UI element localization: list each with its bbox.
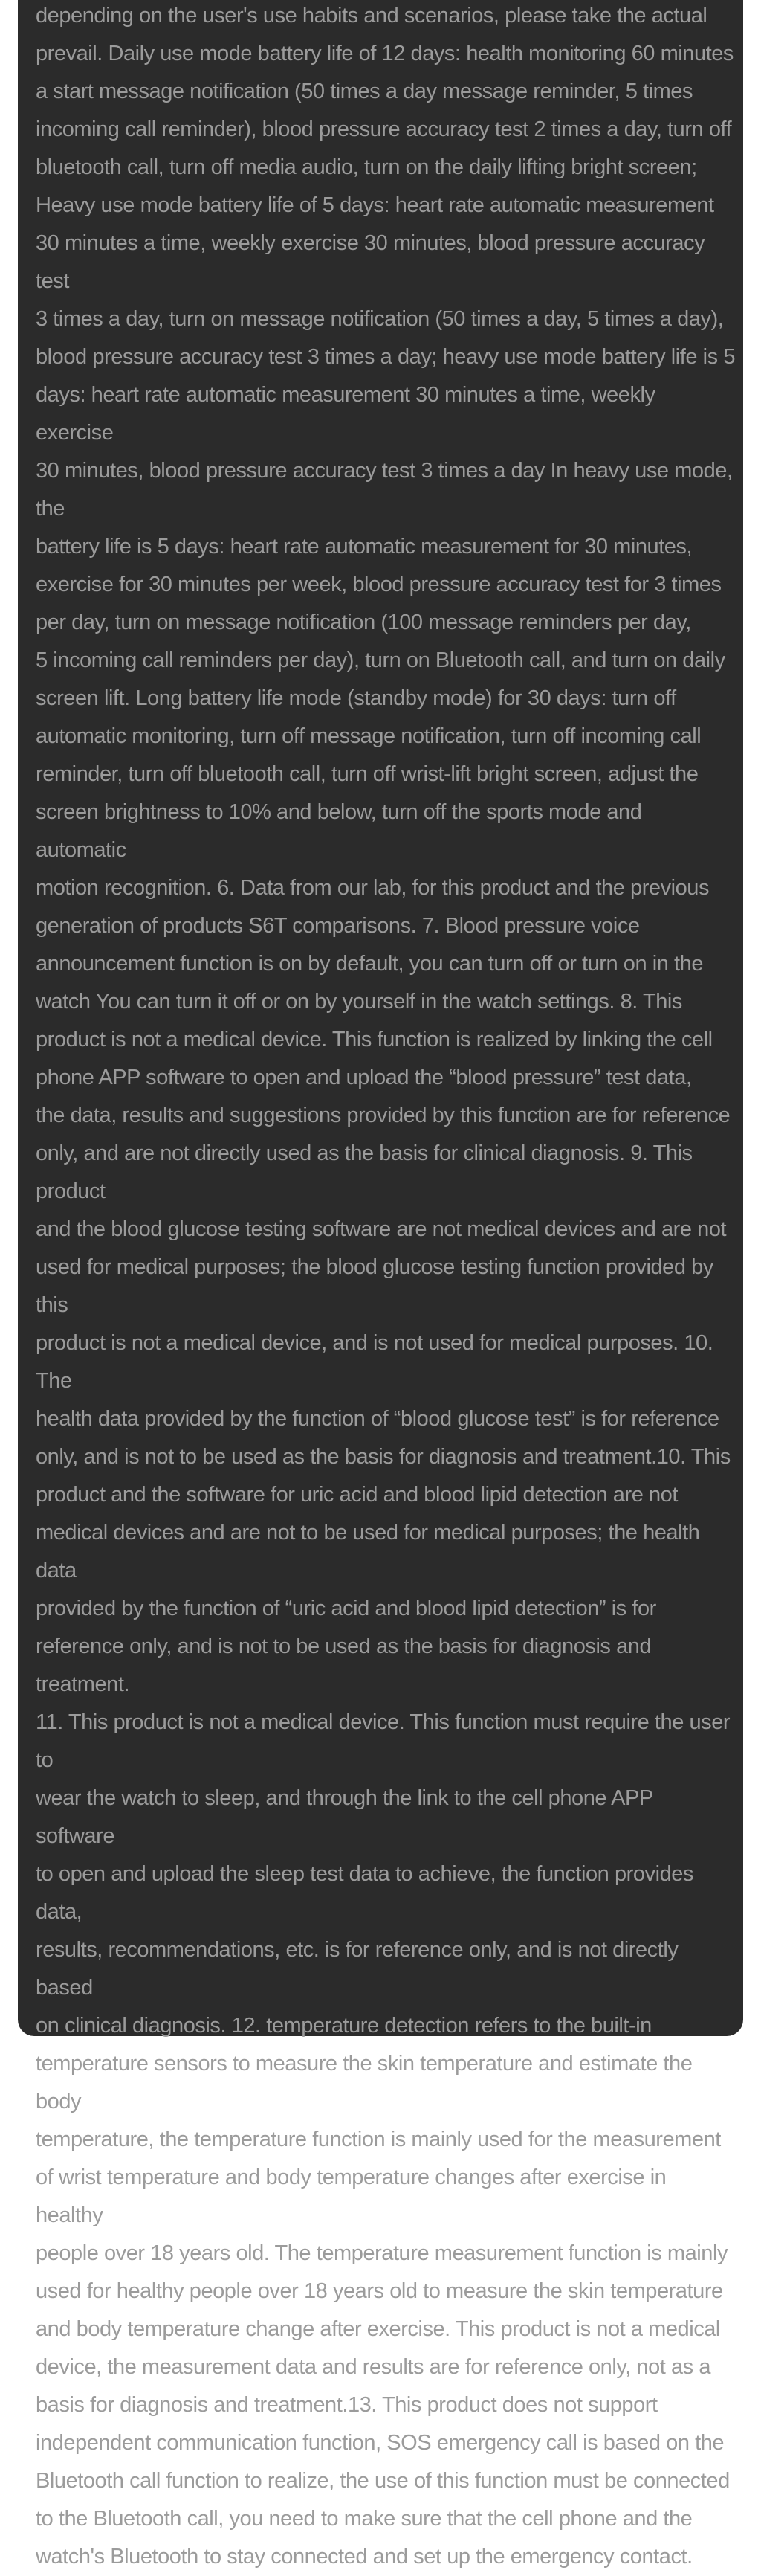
notes-panel xyxy=(18,0,743,2569)
notes-body-text: depending on the user's use habits and scenarios, please take the actual prevail. Daily use mode battery life of 12 days: health monitoring 60 minutes a start message notification (50 times a day message reminder, 5 times incoming call reminder), blood pressure accuracy test 2 times a day, turn off bluetooth call, turn off media audio, turn on the daily lifting bright screen; Heavy use mode battery life of 5 days: heart rate automatic measurement 30 minutes a time, weekly exercise 30 minutes, blood pressure accuracy test 3 times a day, turn on message notification (50 times a day, 5 times a day), blood pressure accuracy test 3 times a day; heavy use mode battery life is 5 days: heart rate automatic measurement 30 minutes a time, weekly exercise 30 minutes, blood pressure accuracy test 3 times a day In heavy use mode, the battery life is 5 days: heart rate automatic measurement for 30 minutes, exercise for 30 minutes per week, blood pressure accuracy test for 3 times per day, turn on message notification (100 message reminders per day, 5 incoming call reminders per day), turn on Bluetooth call, and turn on daily screen lift. Long battery life mode (standby mode) for 30 days: turn off automatic monitoring, turn off message notification, turn off incoming call reminder, turn off bluetooth call, turn off wrist-lift bright screen, adjust the screen brightness to 10% and below, turn off the sports mode and automatic motion recognition. 6. Data from our lab, for this product and the previous generation of products S6T comparisons. 7. Blood pressure voice announcement function is on by default, you can turn off or turn on in the watch You can turn it off or on by yourself in the watch settings. 8. This product is not a medical device. This function is realized by linking the cell phone APP software to open and upload the “blood pressure” test data, the data, results and suggestions provided by this function are for reference only, and are not directly used as the basis for clinical diagnosis. 9. This product and the blood glucose testing software are not medical devices and are not used for medical purposes; the blood glucose testing function provided by this product is not a medical device, and is not used for medical purposes. 10. The health data provided by the function of “blood glucose test” is for reference only, and is not to be used as the basis for diagnosis and treatment.10. This product and the software for uric acid and blood lipid detection are not medical devices and are not to be used for medical purposes; the health data provided by the function of “uric acid and blood lipid detection” is for reference only, and is not to be used as the basis for diagnosis and treatment. 11. This product is not a medical device. This function must require the user to wear the watch to sleep, and through the link to the cell phone APP software to open and upload the sleep test data to achieve, the function provides data, results, recommendations, etc. is for reference only, and is not directly based on clinical diagnosis. 12. temperature detection refers to the built-in temperature sensors to measure the skin temperature and estimate the body temperature, the temperature function is mainly used for the measurement of wrist temperature and body temperature changes after exercise in healthy people over 18 years old. The temperature measurement function is mainly used for healthy people over 18 years old to measure the skin temperature and body temperature change after exercise. This product is not a medical device, the measurement data and results are for reference only, not as a basis for diagnosis and treatment.13. This product does not support independent communication function, SOS emergency call is based on the Bluetooth call function to realize, the use of this function must be connected to the Bluetooth call, you need to make sure that the cell phone and the watch's Bluetooth to stay connected and set up the emergency contact. xyxy=(36,4,736,2569)
